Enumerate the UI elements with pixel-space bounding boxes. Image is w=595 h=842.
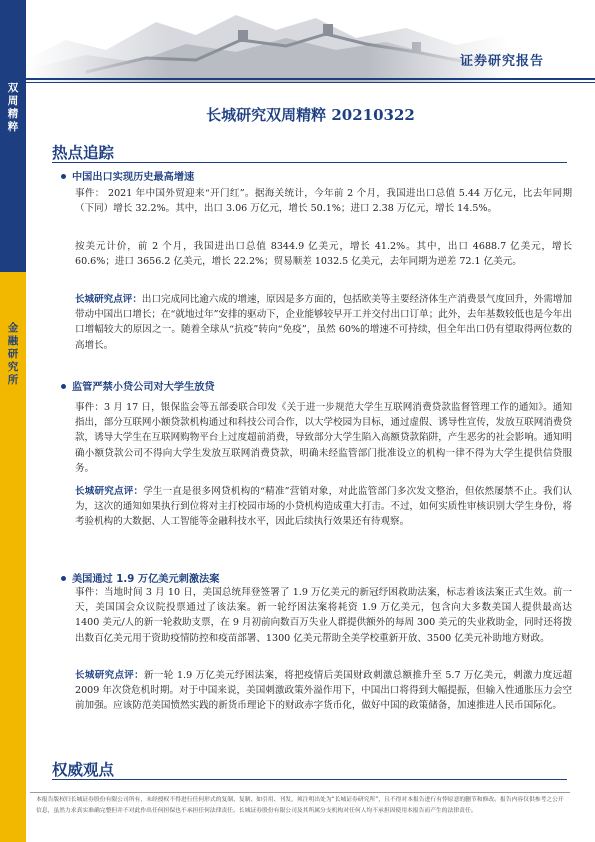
item-heading: 监管严禁小贷公司对大学生放贷 (61, 378, 215, 393)
paragraph: 事件：当地时间 3 月 10 日，美国总统拜登签署了 1.9 万亿美元的新冠纾困救助法案，标志着该法案正式生效。前一天，美国国会众议院投票通过了该法案。新一轮纾困法案将耗资 1.9 万亿美元，包含向大多数美国人提供最高达 1400 美元/人的新一轮救助支票，在 9 月初前向数百万失业人群提供额外的每周 300 美元的失业救助金，同时还将拨出数百亿美元用于资助疫情防控和疫苗部署、1300 亿美元帮助全美学校重新开放、3500 亿美元补助地方财政。 (75, 587, 572, 644)
commentary-label: 长城研究点评： (75, 670, 145, 681)
sidebar-navy-band (0, 0, 26, 272)
commentary-label: 长城研究点评： (75, 486, 144, 497)
sidebar-label-research-institute: 金 融 研 究 所 (7, 322, 19, 386)
paragraph: 事件： 2021 年中国外贸迎来“开门红”。据海关统计，今年前 2 个月，我国进出口总值 5.44 万亿元，比去年同期（下同）增长 32.2%。其中，出口 3.06 万亿元，增长 50.1%；进口 2.38 万亿元，增长 14.5%。 (75, 188, 572, 215)
bullet-icon (61, 576, 66, 581)
item-heading: 美国通过 1.9 万亿美元刺激法案 (61, 570, 219, 585)
commentary-paragraph: 长城研究点评：新一轮 1.9 万亿美元纾困法案，将把疫情后美国财政刺激总额推升至 5.7 万亿美元，刺激力度远超 2009 年次贷危机时期。对于中国来说，美国刺激政策外溢作用下，中国出口将得到大幅提振，但输入性通胀压力会空前加强。应该防范美国愤然实践的新货币理论下的财政赤字货币化，做好中国的政策储备，加速推进人民币国际化。 (75, 670, 573, 712)
footer-rule (30, 792, 570, 793)
commentary-label: 长城研究点评： (75, 294, 142, 305)
commentary-paragraph: 长城研究点评：学生一直是很多网贷机构的“精准”营销对象，对此监管部门多次发文整治，但依然屡禁不止。我们认为，这次的通知如果执行到位将对主打校园市场的小贷机构造成重大打击。不过，如何实质性审核识别大学生身份，将考验机构的大数据、人工智能等金融科技水平，因此后续执行效果还有待观察。 (75, 486, 572, 528)
bullet-icon (61, 384, 66, 389)
section-rule (52, 779, 567, 780)
report-type-label: 证券研究报告 (460, 54, 545, 69)
commentary-paragraph: 长城研究点评：出口完成同比逾六成的增速，原因是多方面的，包括欧美等主要经济体生产消费景气度回升，外需增加带动中国出口增长；在“就地过年”安排的驱动下，企业能够较早开工并交付出口订单；此外，去年基数较低也是今年出口增幅较大的原因之一。随着全球从“抗疫”转向“免疫”，虽然 60%的增速不可持续，但全年出口仍有望取得两位数的高增长。 (75, 294, 572, 351)
item-heading: 中国出口实现历史最高增速 (61, 168, 194, 183)
section-title-views: 权威观点 (52, 760, 115, 779)
great-wall-illustration (26, 0, 595, 82)
section-rule (52, 162, 567, 163)
header-rule (26, 78, 595, 80)
header-banner (26, 0, 595, 82)
section-title-hotspot: 热点追踪 (52, 143, 115, 162)
bullet-icon (61, 174, 66, 179)
paragraph: 按美元计价，前 2 个月，我国进出口总值 8344.9 亿美元，增长 41.2%。其中，出口 4688.7 亿美元，增长 60.6%；进口 3656.2 亿美元，增长 22.2%；贸易顺差 1032.5 亿美元，去年同期为逆差 72.1 亿美元。 (75, 241, 572, 268)
paragraph: 事件：3 月 17 日，银保监会等五部委联合印发《关于进一步规范大学生互联网消费贷款监督管理工作的通知》。通知指出，部分互联网小额贷款机构通过和科技公司合作，以大学校园为目标，通过虚假、诱导性宣传，发放互联网消费贷款，诱导大学生在互联网购物平台上过度超前消费，导致部分大学生陷入高额贷款陷阱，产生恶劣的社会影响。通知明确小额贷款公司不得向大学生发放互联网消费贷款，明确未经监管部门批准设立的机构一律不得为大学生提供信贷服务。 (75, 402, 572, 474)
disclaimer-text: 本报告版权归长城证券股份有限公司所有，未经授权不得进行任何形式的复制、复制、如引用、刊发，须注明出处为“长城证券研究所”，且不得对本报告进行有悖原意的删节和修改。报告内容仅供参考之公开信息，虽然力求真实准确完整但并不对此作出任何担保也不承担任何法律责任。长城证券股份有限公司及其所属分支机构对任何人均不承担因使用本报告而产生的法律责任。 (36, 797, 564, 814)
sidebar-label-shuangzhou: 双 周 精 粹 (7, 82, 19, 133)
header-rule-thin (26, 82, 595, 83)
document-title: 长城研究双周精粹 20210322 (206, 106, 415, 124)
